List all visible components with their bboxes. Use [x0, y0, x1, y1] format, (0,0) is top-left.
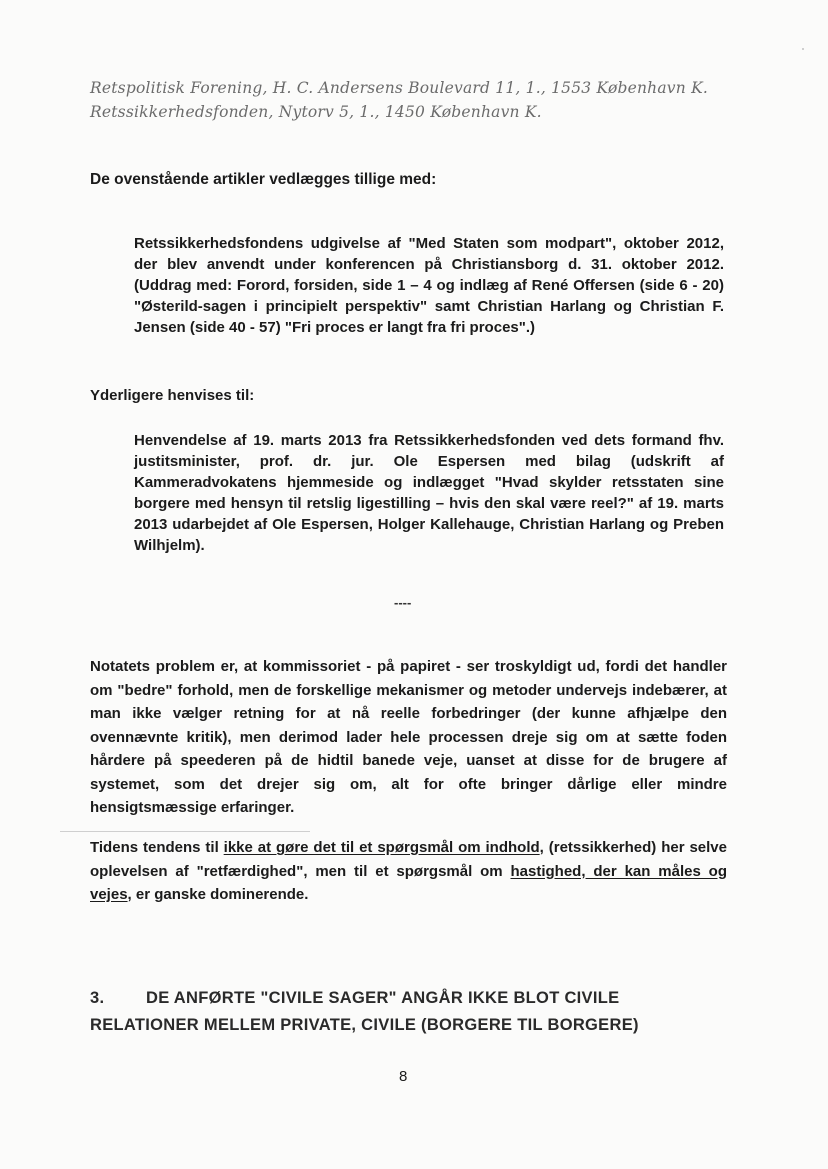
reference-heading: Yderligere henvises til: [90, 387, 255, 404]
scan-speck [802, 48, 804, 50]
section-title: DE ANFØRTE "CIVILE SAGER" ANGÅR IKKE BLOT CIVILE RELATIONER MELLEM PRIVATE, CIVILE (BORGERE TIL BORGERE) [90, 989, 639, 1034]
para2-underlined-2: hastighed, der kan måles og vejes [90, 862, 727, 903]
letterhead [90, 76, 708, 124]
divider-line [60, 831, 310, 832]
intro-heading: De ovenstående artikler vedlægges tillige med: [90, 171, 437, 188]
para2-underlined-1: ikke at gøre det til et spørgsmål om indhold [223, 839, 540, 856]
section-number: 3. [90, 989, 105, 1007]
body-paragraph-1: Notatets problem er, at kommissoriet - på papiret - ser troskyldigt ud, fordi det handler om "bedre" forhold, men de forskellige mekanismer og metoder undervejs indebærer, at man ikke vælger retning for at nå reelle forbedringer (der kunne afhjælpe den ovennævnte kritik), men derimod lader hele processen dreje sig om at sætte foden hårdere på speederen på de hidtil banede veje, uanset at disse for de brugere af systemet, som det drejer sig om, alt for ofte bringer dårlige eller mindre hensigtsmæssige erfaringer. [90, 658, 727, 816]
letterhead-line-2: Retssikkerhedsfonden, Nytorv 5, 1., 1450 København K. [90, 103, 542, 121]
body-paragraph-2 [90, 836, 727, 907]
attachment-paragraph: Retssikkerhedsfondens udgivelse af "Med Staten som modpart", oktober 2012, der blev anvendt under konferencen på Christiansborg d. 31. oktober 2012. (Uddrag med: Forord, forsiden, side 1 – 4 og indlæg af René Offersen (side 6 - 20) "Østerild-sagen i principielt perspektiv" samt Christian Harlang og Christian F. Jensen (side 40 - 57) "Fri proces er langt fra fri proces".) [134, 235, 724, 336]
para2-text-3: , er ganske dominerende. [127, 886, 309, 903]
separator: ---- [394, 595, 412, 610]
section-heading [90, 985, 730, 1039]
page-number: 8 [399, 1068, 408, 1085]
letterhead-line-1: Retspolitisk Forening, H. C. Andersens Boulevard 11, 1., 1553 København K. [90, 79, 708, 97]
para2-text-1: Tidens tendens til [90, 839, 224, 856]
para2-text-2: , (retssikkerhed) her selve oplevelsen af "retfærdighed", men til et spørgsmål om [90, 839, 727, 880]
reference-paragraph: Henvendelse af 19. marts 2013 fra Retssikkerhedsfonden ved dets formand fhv. justitsminister, prof. dr. jur. Ole Espersen med bilag (udskrift af Kammeradvokatens hjemmeside og indlægget "Hvad skylder retsstaten sine borgere med hensyn til retslig ligestilling – hvis den skal være reel?" af 19. marts 2013 udarbejdet af Ole Espersen, Holger Kallehauge, Christian Harlang og Preben Wilhjelm). [134, 432, 724, 554]
